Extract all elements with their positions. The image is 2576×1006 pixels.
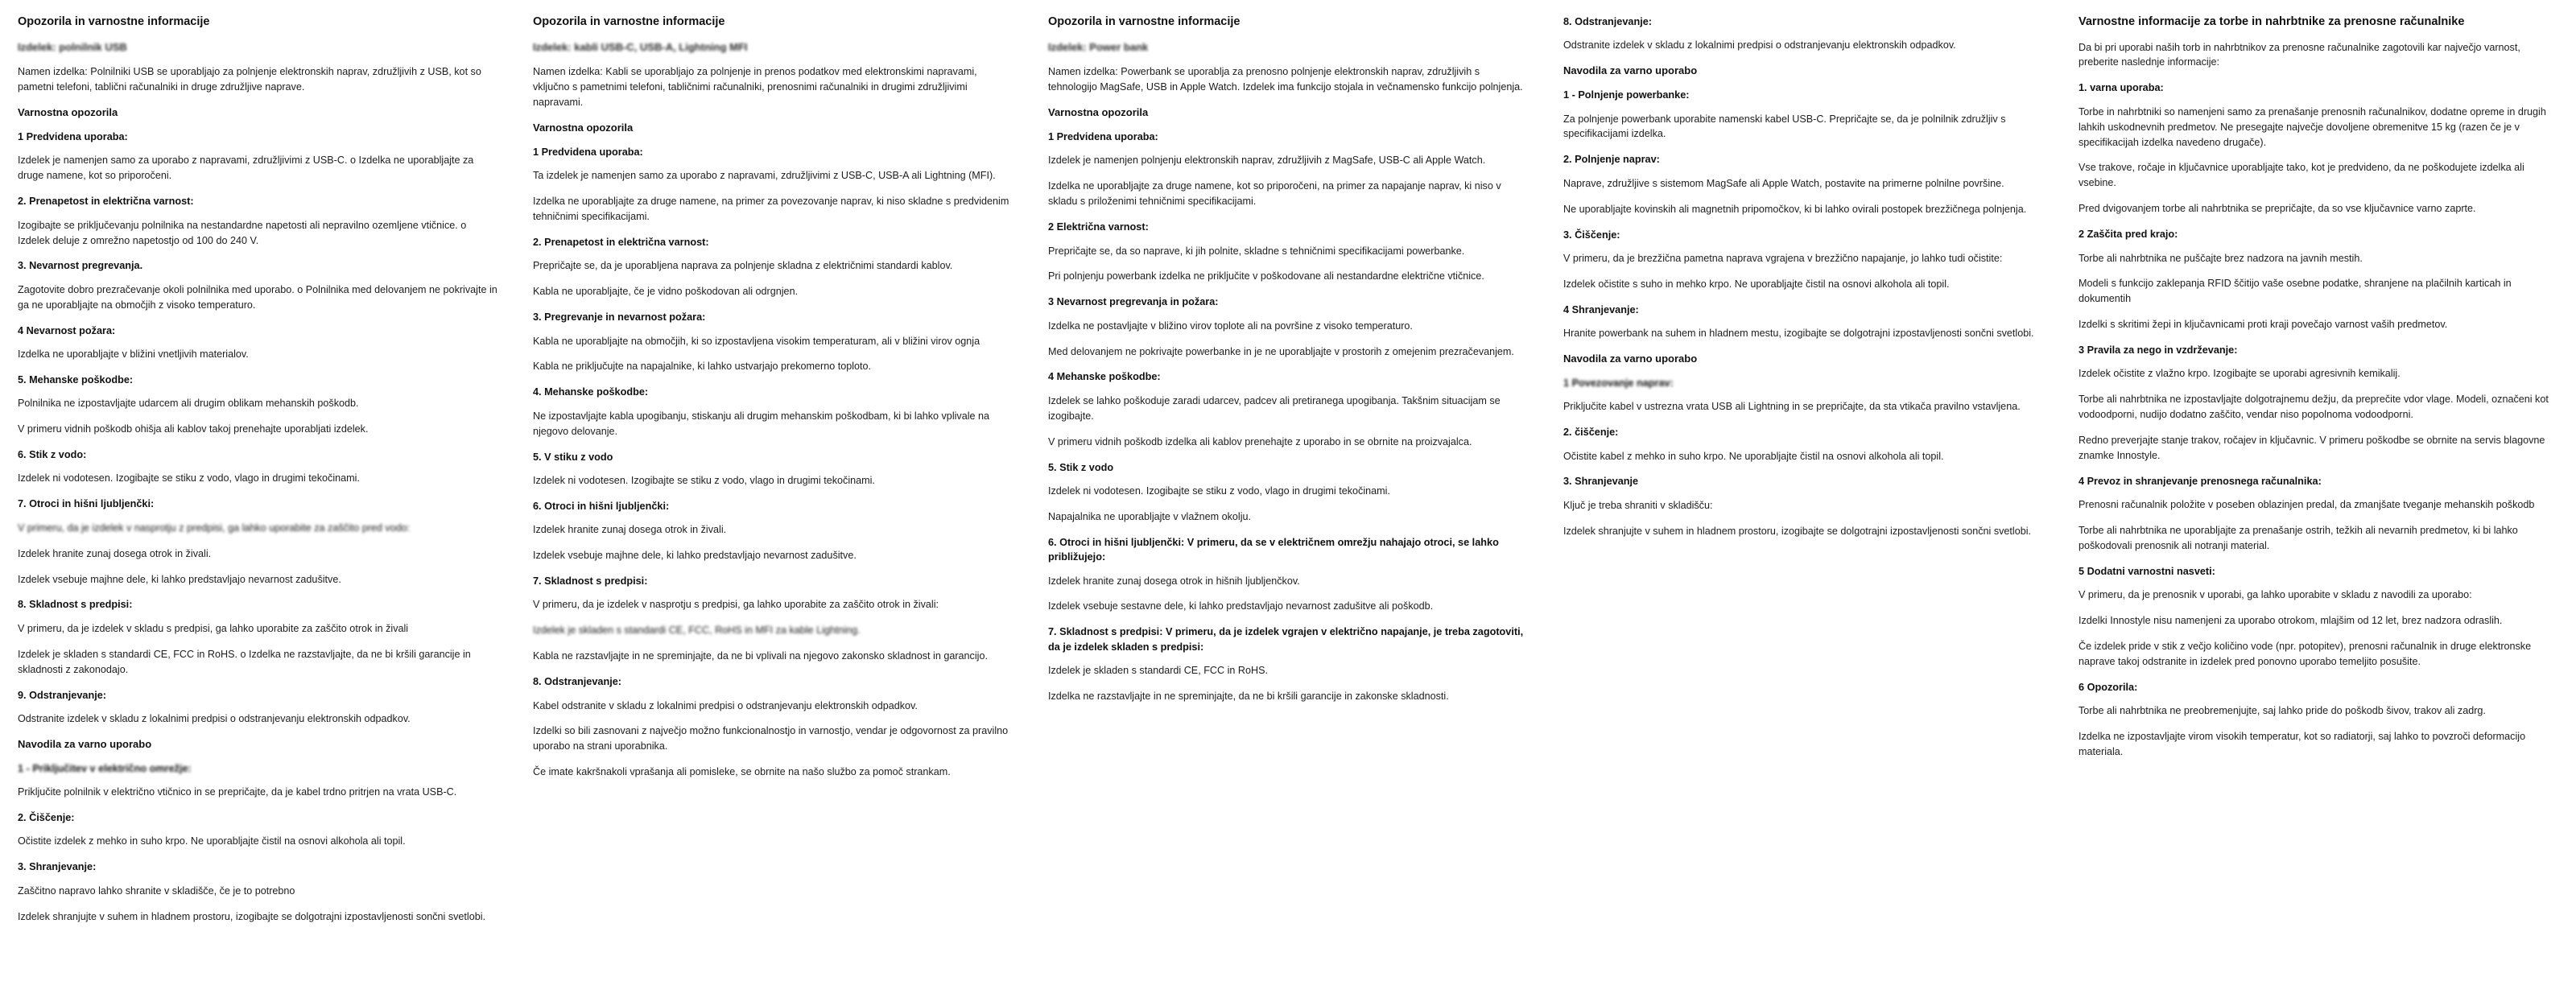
paragraph: Če imate kakršnakoli vprašanja ali pomislekе, se obrnite na našo službo za pomoč strankam. xyxy=(533,766,951,778)
paragraph: Ne izpostavljajte kabla upogibanju, stiskanju ali drugim mehanskim poškodbam, ki bi lahko vplivale na njegovo delovanje. xyxy=(533,410,990,437)
paragraph: Prenosni računalnik položite v poseben oblazinjen predal, da zmanjšate tveganje mehanskih poškodb xyxy=(2079,499,2535,511)
paragraph: Polnilnika ne izpostavljajte udarcem ali drugim oblikam mehanskih poškodb. xyxy=(18,398,359,410)
paragraph: Ne uporabljajte kovinskih ali magnetnih pripomočkov, ki bi lahko ovirali postopek brezžičnega polnjenja. xyxy=(1563,203,2027,215)
paragraph: Izdelka ne uporabljajte za druge namene, na primer za povezovanje naprav, ki niso skladne s predvidenim tehničnimi specifikacijami. xyxy=(533,196,1009,223)
paragraph: Kabla ne razstavljajte in ne spreminjajte, da ne bi vplivali na njegovo zakonsko skladnost in garancijo. xyxy=(533,650,988,662)
paragraph: Izdelek se lahko poškoduje zaradi udarcev, padcev ali pretiranega upogibanja. Takšnim situacijam se izogibajte. xyxy=(1048,394,1501,422)
paragraph: Zaščitno napravo lahko shranite v skladišče, če je to potrebno xyxy=(18,884,295,897)
paragraph: V primeru vidnih poškodb izdelka ali kablov prenehajte z uporabo in se obrnite na proizvajalca. xyxy=(1048,435,1472,447)
item-heading: 2. Prenapetost in električna varnost: xyxy=(533,237,709,248)
item-heading: 5. Stik z vodo xyxy=(1048,461,1114,473)
paragraph: Za polnjenje powerbank uporabite namenski kabel USB-C. Prepričajte se, da je polnilnik združljiv s specifikacijami izdelka. xyxy=(1563,113,2006,140)
section-title: Opozorila in varnostne informacije xyxy=(533,15,725,28)
paragraph: Izdelek vsebuje sestavne dele, ki lahko predstavljajo nevarnost zadušitve ali poškodb. xyxy=(1048,600,1434,612)
item-heading: 7. Otroci in hišni ljubljenčki: xyxy=(18,498,155,510)
item-heading: 3. Shranjevanje xyxy=(1563,476,1639,488)
paragraph: Namen izdelka: Powerbank se uporablja za prenosno polnjenje elektronskih naprav, združljivih s tehnologijo MagSafe, USB in Apple Watch. Izdelek ima funkcijo stojala in večnamensko funkcijo polnjenja. xyxy=(1048,66,1523,93)
item-heading: 1 Predvidena uporaba: xyxy=(533,146,643,158)
item-heading: 5. V stiku z vodo xyxy=(533,451,613,463)
paragraph: Izdelki s skritimi žepi in ključavnicami proti kraji povečajo varnost vaših predmetov. xyxy=(2079,319,2448,331)
paragraph: Izdelek je namenjen polnjenju elektronskih naprav, združljivih z MagSafe, USB-C ali Apple Watch. xyxy=(1048,155,1486,167)
paragraph: V primeru vidnih poškodb ohišja ali kablov takoj prenehajte uporabljati izdelek. xyxy=(18,423,369,435)
item-heading: 3. Pregrevanje in nevarnost požara: xyxy=(533,311,706,324)
paragraph: Izdelek je namenjen samo za uporabo z napravami, združljivimi z USB-C. o Izdelka ne uporabljajte za druge namene, kot so priporočeni. xyxy=(18,155,474,182)
paragraph: V primeru, da je izdelek v skladu s predpisi, ga lahko uporabite za zaščito otrok in živali xyxy=(18,622,409,634)
paragraph: Pri polnjenju powerbank izdelka ne priključite v poškodovane ali nestandardne električne vtičnice. xyxy=(1048,270,1484,282)
item-heading: 4 Mehanske poškodbe: xyxy=(1048,371,1161,383)
paragraph: Redno preverjajte stanje trakov, ročajev in ključavnic. V primeru poškodbe se obrnite na servis blagovne znamke Innostyle. xyxy=(2079,435,2545,462)
paragraph: Prepričajte se, da je uporabljena naprava za polnjenje skladna z električnimi standardi kablov. xyxy=(533,260,953,272)
item-heading: 6. Otroci in hišni ljubljenčki: xyxy=(533,500,670,512)
paragraph: Vse trakove, ročaje in ključavnice uporabljajte tako, kot je predvideno, da ne poškodujete izdelka ali vsebine. xyxy=(2079,162,2524,189)
paragraph: Med delovanjem ne pokrivajte powerbanke in je ne uporabljajte v prostorih z omejenim prezračevanjem. xyxy=(1048,345,1514,357)
paragraph: Izdelek shranjujte v suhem in hladnem prostoru, izogibajte se dolgotrajni izpostavljenosti sončni svetlobi. xyxy=(1563,525,2032,537)
item-heading: 5. Mehanske poškodbe: xyxy=(18,373,134,385)
paragraph: Priključite polnilnik v električno vtičnico in se prepričajte, da je kabel trdno pritrjen na vrata USB-C. xyxy=(18,786,457,798)
item-heading: 8. Odstranjevanje: xyxy=(1563,16,1652,27)
paragraph: Očistite kabel z mehko in suho krpo. Ne uporabljajte čistil na osnovi alkohola ali topil. xyxy=(1563,450,1944,462)
paragraph: Izdelka ne uporabljajte za druge namene, kot so priporočeni, na primer za napajanje naprav, ki niso v skladu s priloženimi tehničnimi specifikacijami. xyxy=(1048,180,1501,208)
paragraph: Ključ je treba shraniti v skladišču: xyxy=(1563,499,1713,511)
paragraph: Kabla ne uporabljajte na območjih, ki so izpostavljena visokim temperaturam, ali v bližini virov ognja xyxy=(533,335,980,347)
item-heading: 2. čiščenje: xyxy=(1563,427,1619,439)
paragraph: Izogibajte se priključevanju polnilnika na nestandardne napetosti ali nepravilno ozemljene vtičnice. o Izdelek deluje z omrežno napetostjo od 100 do 240 V. xyxy=(18,219,467,246)
paragraph: Naprave, združljive s sistemom MagSafe ali Apple Watch, postavite na primerne polnilne površine. xyxy=(1563,177,2004,189)
item-heading: 9. Odstranjevanje: xyxy=(18,689,106,701)
product-label: Izdelek: kabli USB-C, USB-A, Lightning MFI xyxy=(533,40,748,53)
item-heading: 3. Shranjevanje: xyxy=(18,861,97,873)
subsection-heading: Varnostna opozorila xyxy=(1048,106,1149,119)
column-cables xyxy=(515,14,1030,1006)
item-heading: 3 Pravila za nego in vzdrževanje: xyxy=(2079,344,2238,357)
subsection-heading: Varnostna opozorila xyxy=(533,122,634,134)
section-title: Varnostne informacije za torbe in nahrbtnike za prenosne računalnike xyxy=(2079,15,2465,28)
section-title: Opozorila in varnostne informacije xyxy=(1048,15,1241,28)
paragraph: Izdelek vsebuje majhne dele, ki lahko predstavljajo nevarnost zadušitve. xyxy=(18,573,341,585)
product-label: Izdelek: polnilnik USB xyxy=(18,40,127,53)
paragraph: V primeru, da je izdelek v nasprotju z predpisi, ga lahko uporabite za zaščito pred vodo: xyxy=(18,522,411,534)
paragraph: V primeru, da je prenosnik v uporabi, ga lahko uporabite v skladu z navodili za uporabo: xyxy=(2079,589,2472,601)
subsection-heading: Navodila za varno uporabo xyxy=(1563,64,1698,77)
paragraph: Odstranite izdelek v skladu z lokalnimi predpisi o odstranjevanju elektronskih odpadkov. xyxy=(18,712,411,724)
paragraph: Torbe ali nahrbtnika ne uporabljajte za prenašanje ostrih, težkih ali nevarnih predmetov, ki bi lahko poškodovali prenosnik ali notranji material. xyxy=(2079,525,2518,552)
item-heading: 6 Opozorila: xyxy=(2079,681,2138,693)
column-charger xyxy=(0,14,515,1006)
paragraph: Ta izdelek je namenjen samo za uporabo z napravami, združljivimi z USB-C, USB-A ali Lightning (MFI). xyxy=(533,170,996,182)
item-heading: 4 Shranjevanje: xyxy=(1563,303,1639,315)
item-heading: 6. Stik z vodo: xyxy=(18,449,87,461)
product-label: Izdelek: Power bank xyxy=(1048,40,1149,53)
item-heading: 8. Skladnost s predpisi: xyxy=(18,599,133,611)
paragraph: Namen izdelka: Kabli se uporabljajo za polnjenje in prenos podatkov med elektronskimi napravami, vključno s pametnimi telefoni, tabličnimi računalniki, prenosnimi računalniki in drugimi združljivimi napravami. xyxy=(533,66,977,109)
item-heading: 8. Odstranjevanje: xyxy=(533,676,621,688)
item-heading: 1. varna uporaba: xyxy=(2079,82,2164,94)
paragraph: Torbe ali nahrbtnika ne puščajte brez nadzora na javnih mestih. xyxy=(2079,252,2363,264)
paragraph: Izdelek je skladen s standardi CE, FCC in RoHS. o Izdelka ne razstavljajte, da ne bi kršili garancije in skladnosti z zakonodajo. xyxy=(18,648,471,675)
paragraph: Izdelek hranite zunaj dosega otrok in živali. xyxy=(18,547,212,559)
item-heading: 3 Nevarnost pregrevanja in požara: xyxy=(1048,296,1219,308)
column-bags xyxy=(2061,14,2576,1006)
paragraph: Napajalnika ne uporabljajte v vlažnem okolju. xyxy=(1048,510,1252,522)
item-heading: 1 Predvidena uporaba: xyxy=(1048,131,1158,143)
paragraph: Hranite powerbank na suhem in hladnem mestu, izogibajte se dolgotrajni izpostavljenosti sončni svetlobi. xyxy=(1563,328,2034,340)
paragraph: Prepričajte se, da so naprave, ki jih polnite, skladne s tehničnimi specifikacijami powerbanke. xyxy=(1048,245,1465,257)
item-heading: 5 Dodatni varnostni nasveti: xyxy=(2079,566,2215,577)
item-heading: 7. Skladnost s predpisi: V primeru, da je izdelek vgrajen v električno napajanje, je treba zagotoviti, da je izdelek skladen s predpisi: xyxy=(1048,626,1524,653)
item-heading: 4 Nevarnost požara: xyxy=(18,324,116,336)
item-heading: 3. Čiščenje: xyxy=(1563,229,1620,241)
item-heading: 1 Povezovanje naprav: xyxy=(1563,377,1674,389)
paragraph: Izdelek hranite zunaj dosega otrok in hišnih ljubljenčkov. xyxy=(1048,575,1300,587)
item-heading: 7. Skladnost s predpisi: xyxy=(533,575,648,588)
column-powerbank xyxy=(1030,14,1546,1006)
paragraph: Izdelka ne razstavljajte in ne spreminjajte, da ne bi kršili garancije in zakonske skladnosti. xyxy=(1048,691,1449,703)
paragraph: Namen izdelka: Polnilniki USB se uporabljajo za polnjenje elektronskih naprav, združljivih z USB, kot so pametni telefoni, tablični računalniki in druge združljive naprave. xyxy=(18,66,481,93)
item-heading: 4 Prevoz in shranjevanje prenosnega računalnika: xyxy=(2079,475,2322,487)
section-title: Opozorila in varnostne informacije xyxy=(18,15,210,28)
paragraph: Izdelek shranjujte v suhem in hladnem prostoru, izogibajte se dolgotrajni izpostavljenosti sončni svetlobi. xyxy=(18,910,486,922)
paragraph: Izdelek ni vodotesen. Izogibajte se stiku z vodo, vlago in drugimi tekočinami. xyxy=(18,472,360,484)
item-heading: 2. Prenapetost in električna varnost: xyxy=(18,196,194,208)
paragraph: Izdelek je skladen s standardi CE, FCC, RoHS in MFI za kable Lightning. xyxy=(533,625,861,637)
item-heading: 2 Električna varnost: xyxy=(1048,221,1149,233)
paragraph: Priključite kabel v ustrezna vrata USB ali Lightning in se prepričajte, da sta vtikača pravilno vstavljena. xyxy=(1563,401,2021,413)
paragraph: Modeli s funkcijo zaklepanja RFID ščitijo vaše osebne podatke, shranjene na plačilnih karticah in dokumentih xyxy=(2079,278,2512,305)
paragraph: Izdelek hranite zunaj dosega otrok in živali. xyxy=(533,524,727,536)
subsection-heading: Varnostna opozorila xyxy=(18,106,118,119)
paragraph: Izdelek ni vodotesen. Izogibajte se stiku z vodo, vlago in drugimi tekočinami. xyxy=(1048,484,1390,497)
paragraph: Izdelki so bili zasnovani z največjo možno funkcionalnostjo in varnostjo, vendar je odgovornost za pravilno uporabo na strani uporabnika. xyxy=(533,725,1009,752)
paragraph: Če izdelek pride v stik z večjo količino vode (npr. potopitev), prenosni računalnik in druge elektronske naprave takoj odstranite in izdelek pred ponovno uporabo temeljito posušite. xyxy=(2079,641,2532,668)
paragraph: Pred dvigovanjem torbe ali nahrbtnika se prepričajte, da so vse ključavnice varno zaprte. xyxy=(2079,203,2476,215)
subsection-heading: Navodila za varno uporabo xyxy=(1563,353,1698,365)
paragraph: Torbe in nahrbtniki so namenjeni samo za prenašanje prenosnih računalnikov, dodatne opreme in drugih lahkih uskodnevnih predmetov. Ne presegajte največje dovoljene obremenitve 15 kg (razen če je v specifikacijah izdelka navedeno drugače). xyxy=(2079,105,2546,148)
paragraph: Izdelka ne postavljajte v bližino virov toplote ali na površine z visoko temperaturo. xyxy=(1048,320,1413,332)
paragraph: Izdelek vsebuje majhne dele, ki lahko predstavljajo nevarnost zadušitve. xyxy=(533,550,857,562)
paragraph: Odstranite izdelek v skladu z lokalnimi predpisi o odstranjevanju elektronskih odpadkov. xyxy=(1563,39,1956,52)
paragraph: Kabla ne uporabljajte, če je vidno poškodovan ali odrgnjen. xyxy=(533,286,799,298)
paragraph: V primeru, da je brezžična pametna naprava vgrajena v brezžično napajanje, jo lahko tudi očistite: xyxy=(1563,252,2003,264)
paragraph: Izdelka ne uporabljajte v bližini vnetljivih materialov. xyxy=(18,348,249,360)
item-heading: 1 - Priključitev v električno omrežje: xyxy=(18,762,192,774)
paragraph: Izdelki Innostyle nisu namenjeni za uporabo otrokom, mlajšim od 12 let, brez nadzora odraslih. xyxy=(2079,615,2503,627)
item-heading: 3. Nevarnost pregrevanja. xyxy=(18,260,143,272)
item-heading: 6. Otroci in hišni ljubljenčki: V primeru, da se v električnem omrežju nahajajo otroci, se lahko približujejo: xyxy=(1048,536,1499,563)
paragraph: Da bi pri uporabi naših torb in nahrbtnikov za prenosne računalnike zagotovili kar največjo varnost, preberite naslednje informacije: xyxy=(2079,41,2520,68)
subsection-heading: Navodila za varno uporabo xyxy=(18,737,152,750)
paragraph: V primeru, da je izdelek v nasprotju s predpisi, ga lahko uporabite za zaščito otrok in živali: xyxy=(533,599,939,611)
paragraph: Izdelka ne izpostavljajte virom visokih temperatur, kot so radiatorji, saj lahko to povzroči deformacijo materiala. xyxy=(2079,731,2526,758)
paragraph: Torbe ali nahrbtnika ne preobremenjujte, saj lahko pride do poškodb šivov, trakov ali zadrg. xyxy=(2079,705,2486,717)
item-heading: 2. Polnjenje naprav: xyxy=(1563,154,1660,166)
paragraph: Izdelek očistite s suho in mehko krpo. Ne uporabljajte čistil na osnovi alkohola ali topil. xyxy=(1563,278,1950,290)
paragraph: Kabel odstranite v skladu z lokalnimi predpisi o odstranjevanju elektronskih odpadkov. xyxy=(533,699,918,711)
item-heading: 2. Čiščenje: xyxy=(18,811,75,823)
column-powerbank-continued xyxy=(1546,14,2061,1006)
paragraph: Izdelek je skladen s standardi CE, FCC in RoHS. xyxy=(1048,665,1268,677)
item-heading: 2 Zaščita pred krajo: xyxy=(2079,229,2178,241)
paragraph: Zagotovite dobro prezračevanje okoli polnilnika med uporabo. o Polnilnika med delovanjem ne pokrivajte in ga ne uporabljajte na območjih z visoko temperaturo. xyxy=(18,283,497,311)
paragraph: Izdelek ni vodotesen. Izogibajte se stiku z vodo, vlago in drugimi tekočinami. xyxy=(533,474,875,486)
item-heading: 1 Predvidena uporaba: xyxy=(18,131,128,143)
item-heading: 1 - Polnjenje powerbanke: xyxy=(1563,89,1690,101)
paragraph: Torbe ali nahrbtnika ne izpostavljajte dolgotrajnemu dežju, da preprečite vdor vlage. Modeli, označeni kot vodoodporni, nudijo dodatno zaščito, vendar niso popolnoma vodoodporni. xyxy=(2079,394,2549,421)
paragraph: Kabla ne priključujte na napajalnike, ki lahko ustvarjajo prekomerno toploto. xyxy=(533,361,872,373)
paragraph: Očistite izdelek z mehko in suho krpo. Ne uporabljajte čistil na osnovi alkohola ali topil. xyxy=(18,835,406,847)
item-heading: 4. Mehanske poškodbe: xyxy=(533,386,649,398)
paragraph: Izdelek očistite z vlažno krpo. Izogibajte se uporabi agresivnih kemikalij. xyxy=(2079,368,2401,380)
